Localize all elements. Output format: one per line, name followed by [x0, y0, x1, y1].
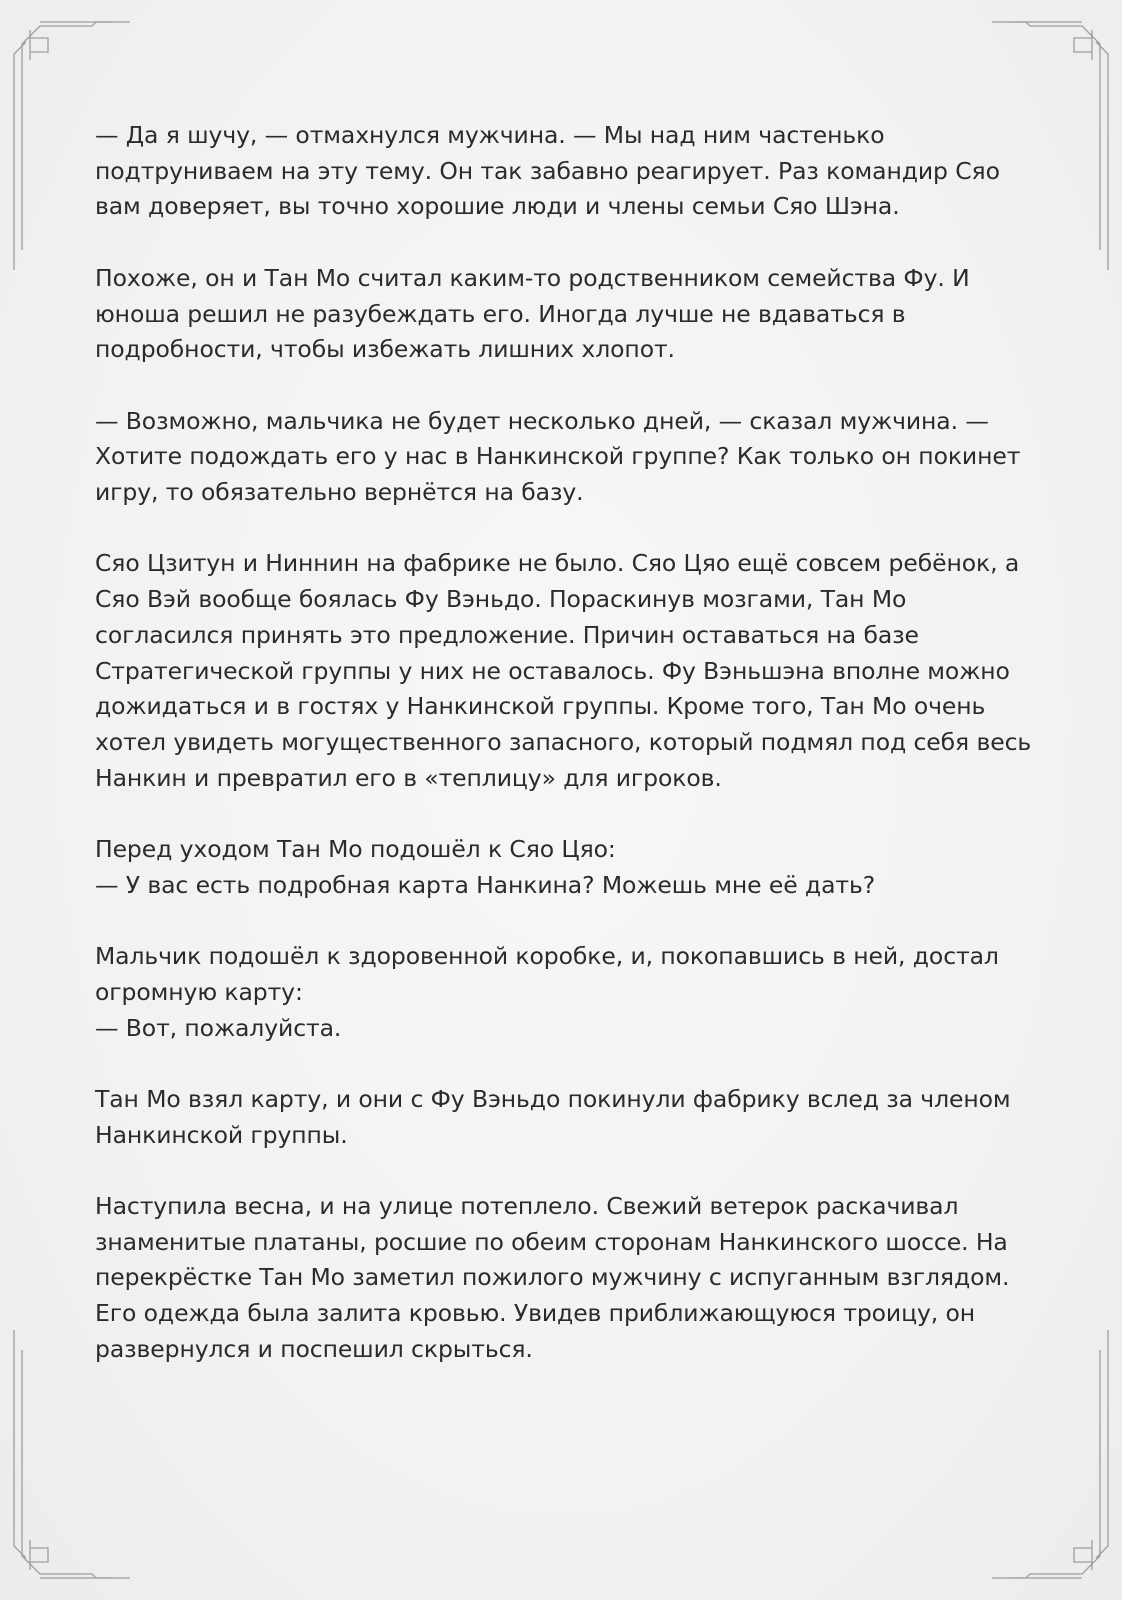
text-line: согласился принять это предложение. Причин оставаться на базе [95, 620, 919, 649]
text-line: Нанкин и превратил его в «теплицу» для игроков. [95, 763, 722, 792]
text-line: Стратегической группы у них не оставалось. Фу Вэньшэна вполне можно [95, 656, 1010, 685]
text-line: знаменитые платаны, росшие по обеим сторонам Нанкинского шоссе. На [95, 1227, 1008, 1256]
paragraph [95, 1082, 1035, 1153]
text-line: Перед уходом Тан Мо подошёл к Сяо Цяо: [95, 835, 616, 863]
text-line: Сяо Цзитун и Ниннин на фабрике не было. Сяо Цяо ещё совсем ребёнок, а [95, 549, 1020, 578]
text-line: подробности, чтобы избежать лишних хлопот. [95, 335, 675, 364]
text-line: Нанкинской группы. [95, 1120, 348, 1149]
text-line: подтруниваем на эту тему. Он так забавно реагирует. Раз командир Сяо [95, 156, 1000, 185]
paragraph [95, 546, 1035, 796]
text-line: — Да я шучу, — отмахнулся мужчина. — Мы над ним частенько [95, 121, 885, 149]
text-line: Похоже, он и Тан Мо считал каким-то родственником семейства Фу. И [95, 263, 970, 292]
paragraph [95, 261, 1035, 368]
text-line: дожидаться и в гостях у Нанкинской группы. Кроме того, Тан Мо очень [95, 692, 986, 721]
text-line: — Вот, пожалуйста. [95, 1013, 342, 1042]
text-line: Сяо Вэй вообще боялась Фу Вэньдо. Пораскинув мозгами, Тан Мо [95, 585, 907, 614]
paragraph [95, 939, 1035, 1046]
paragraph [95, 404, 1035, 511]
text-line: развернулся и поспешил скрыться. [95, 1334, 533, 1363]
text-line: вам доверяет, вы точно хорошие люди и члены семьи Сяо Шэна. [95, 192, 900, 221]
page-body-text [95, 118, 1035, 1403]
text-line: перекрёстке Тан Мо заметил пожилого мужчину с испуганным взглядом. [95, 1263, 1010, 1292]
paragraph [95, 118, 1035, 225]
text-line: юноша решил не разубеждать его. Иногда лучше не вдаваться в [95, 299, 906, 328]
text-line: Хотите подождать его у нас в Нанкинской группе? Как только он покинет [95, 442, 1021, 471]
text-line: Мальчик подошёл к здоровенной коробке, и, покопавшись в ней, достал [95, 942, 999, 971]
text-line: Его одежда была залита кровью. Увидев приближающуюся троицу, он [95, 1299, 976, 1328]
text-line: Наступила весна, и на улице потеплело. Свежий ветерок раскачивал [95, 1191, 959, 1220]
text-line: — У вас есть подробная карта Нанкина? Можешь мне её дать? [95, 870, 876, 899]
text-line: огромную карту: [95, 977, 303, 1006]
text-line: игру, то обязательно вернётся на базу. [95, 478, 584, 506]
text-line: Тан Мо взял карту, и они с Фу Вэньдо покинули фабрику вслед за членом [95, 1084, 1011, 1113]
text-line: — Возможно, мальчика не будет несколько дней, — сказал мужчина. — [95, 406, 989, 435]
text-line: хотел увидеть могущественного запасного, который подмял под себя весь [95, 727, 1032, 756]
paragraph [95, 832, 1035, 903]
paragraph [95, 1189, 1035, 1368]
